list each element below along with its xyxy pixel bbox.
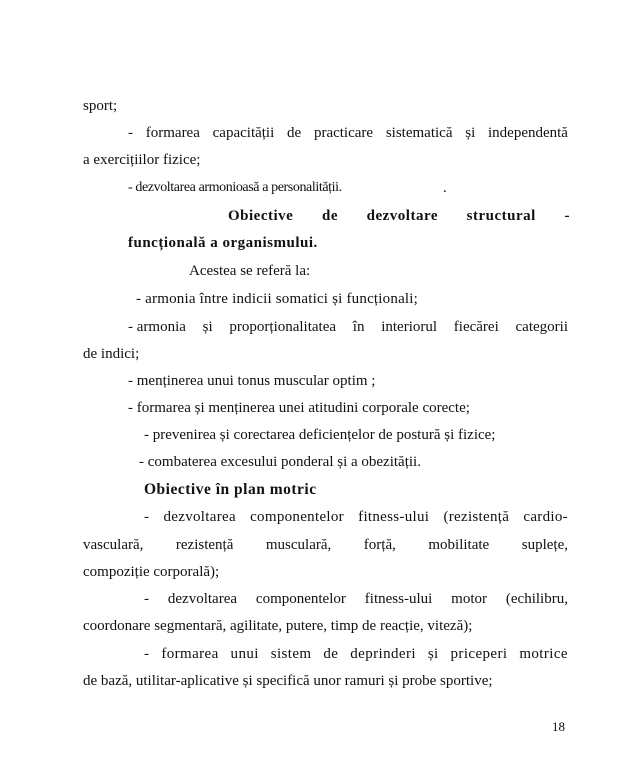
word: - armonia — [128, 319, 186, 335]
text-line: . — [443, 180, 447, 196]
word: forță, — [363, 537, 396, 553]
word: motor — [451, 591, 488, 607]
word: formarea — [161, 646, 219, 662]
word: fiecărei — [453, 319, 499, 335]
justified-line — [144, 507, 568, 527]
text-line: Acestea se referă la: — [189, 263, 311, 279]
justified-line — [83, 535, 568, 555]
word: fitness-ului — [358, 509, 430, 525]
word: rezistență — [175, 537, 234, 553]
word: componentelor — [255, 591, 346, 607]
word: suplețe, — [521, 537, 568, 553]
text-line: de bază, utilitar-aplicative și specifică unor ramuri și probe sportive; — [83, 673, 493, 689]
word: și — [427, 646, 439, 662]
word: vasculară, — [83, 537, 144, 553]
word: proporționalitatea — [229, 319, 337, 335]
word: fitness-ului — [364, 591, 433, 607]
word: unui — [230, 646, 259, 662]
section-heading — [228, 206, 570, 226]
section-heading: Obiective în plan motric — [144, 481, 317, 498]
justified-line — [144, 644, 568, 664]
list-item: - menținerea unui tonus muscular optim ; — [128, 373, 376, 389]
word: și — [465, 125, 476, 141]
word: de — [287, 125, 302, 141]
text-line: - dezvoltarea armonioasă a personalității. — [128, 180, 342, 195]
word: deprinderi — [350, 646, 416, 662]
word: - — [144, 509, 150, 525]
word: sistematică — [385, 125, 453, 141]
word: și — [202, 319, 213, 335]
word: motrice — [519, 646, 568, 662]
word: - — [128, 125, 133, 141]
word: dezvoltarea — [167, 591, 238, 607]
word: în — [352, 319, 365, 335]
word: dezvoltarea — [163, 509, 236, 525]
text-line: a exercițiilor fizice; — [83, 152, 201, 168]
word: categorii — [515, 319, 568, 335]
text-line: sport; — [83, 98, 118, 114]
word: componentelor — [250, 509, 344, 525]
word: formarea — [145, 125, 200, 141]
text-line: coordonare segmentară, agilitate, putere, timp de reacție, viteză); — [83, 618, 473, 634]
word: structural — [466, 208, 536, 224]
word: sistem — [270, 646, 312, 662]
word: practicare — [313, 125, 374, 141]
word: - — [564, 208, 570, 224]
word: (echilibru, — [505, 591, 568, 607]
text-line: compoziție corporală); — [83, 564, 220, 580]
list-item: - armonia între indicii somatici și funcționali; — [136, 291, 419, 307]
word: mobilitate — [428, 537, 490, 553]
justified-line — [128, 123, 568, 143]
list-item: - combaterea excesului ponderal și a obezității. — [139, 454, 421, 470]
word: (rezistență — [443, 509, 510, 525]
justified-line — [128, 317, 568, 337]
page-number: 18 — [552, 719, 565, 734]
word: capacității — [212, 125, 275, 141]
list-item: - formarea și menținerea unei atitudini corporale corecte; — [128, 400, 470, 416]
word: dezvoltare — [366, 208, 439, 224]
word: independentă — [488, 125, 568, 141]
word: de — [323, 646, 339, 662]
text-line: de indici; — [83, 346, 140, 362]
word: de — [321, 208, 338, 224]
list-item: - prevenirea și corectarea deficiențelor de postură și fizice; — [144, 427, 496, 443]
justified-line — [144, 589, 568, 609]
section-heading: funcțională a organismului. — [128, 235, 318, 251]
word: - — [144, 591, 149, 607]
word: - — [144, 646, 150, 662]
word: interiorul — [381, 319, 438, 335]
word: priceperi — [450, 646, 508, 662]
word: Obiective — [228, 208, 294, 224]
word: musculară, — [265, 537, 332, 553]
word: cardio- — [523, 509, 568, 525]
